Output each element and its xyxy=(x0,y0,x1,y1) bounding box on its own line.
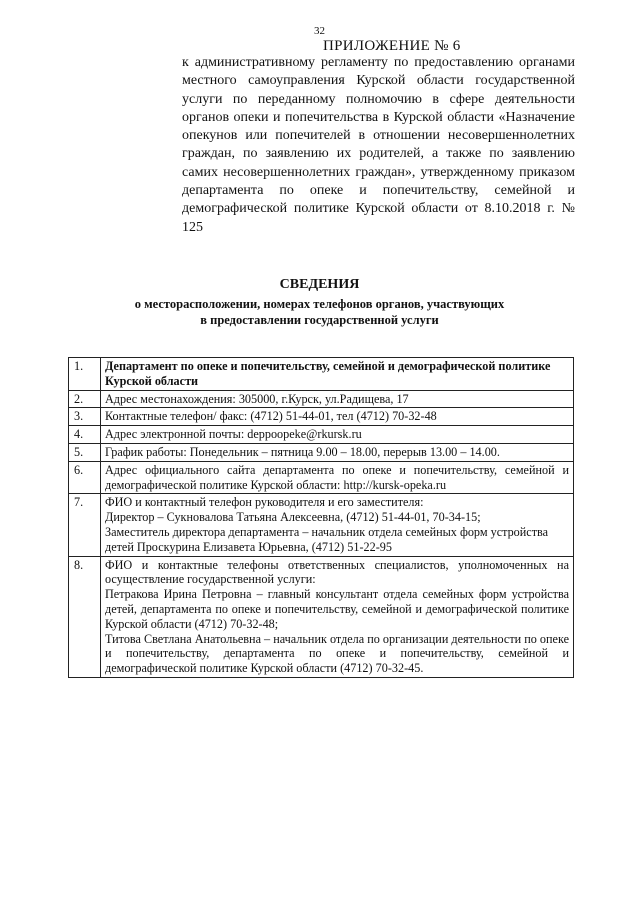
table-row-department xyxy=(69,358,574,391)
contact-phones: Контактные телефон/ факс: (4712) 51-44-01, тел (4712) 70-32-48 xyxy=(101,408,574,426)
work-schedule: График работы: Понедельник – пятница 9.00 – 18.00, перерыв 13.00 – 14.00. xyxy=(101,443,574,461)
row-number: 5. xyxy=(69,443,101,461)
row-number: 6. xyxy=(69,461,101,494)
specialists-title: ФИО и контактные телефоны ответственных специалистов, уполномоченных на осуществление государственной услуги: xyxy=(105,557,569,587)
director-contact: Директор – Сукновалова Татьяна Алексеевна, (4712) 51-44-01, 70-34-15; xyxy=(105,510,481,525)
specialist-petrakova: Петракова Ирина Петровна – главный консультант отдела семейных форм устройства детей, департамента по опеке и попечительству, семейной и демографической политике Курской области (4712) 70-32-48; xyxy=(105,587,569,631)
row-number: 7. xyxy=(69,494,101,556)
specialists-contacts xyxy=(101,556,574,677)
table-row-schedule xyxy=(69,443,574,461)
page-number: 32 xyxy=(314,25,325,37)
table-row-phones xyxy=(69,408,574,426)
document-subtitle xyxy=(0,296,639,328)
table-row-specialists xyxy=(69,556,574,677)
row-number: 2. xyxy=(69,390,101,408)
table-row-address xyxy=(69,390,574,408)
table-row-heads xyxy=(69,494,574,556)
subtitle-line-2: в предоставлении государственной услуги xyxy=(200,313,439,327)
info-table xyxy=(68,357,574,678)
specialist-titova: Титова Светлана Анатольевна – начальник отдела по организации деятельности по опеке и попечительству, департамента по опеке и попечительству, семейной и демографической политике Курской области (4712) 70-32-45. xyxy=(105,631,569,676)
heads-contacts xyxy=(101,494,574,556)
row-number: 4. xyxy=(69,426,101,444)
email-address: Адрес электронной почты: deppoopeke@rkursk.ru xyxy=(101,426,574,444)
document-heading: СВЕДЕНИЯ xyxy=(279,277,360,292)
deputy-director-contact: Заместитель директора департамента – начальник отдела семейных форм устройства детей Проскурина Елизавета Юрьевна, (4712) 51-22-95 xyxy=(105,524,549,554)
table-row-website xyxy=(69,461,574,494)
heads-title: ФИО и контактный телефон руководителя и его заместителя: xyxy=(105,495,424,510)
preamble-text: к административному регламенту по предоставлению органами местного самоуправления Курской области государственной услуги по переданному полномочию в сфере деятельности органов опеки и попечительства в Курской области «Назначение опекунов или попечителей в отношении несовершеннолетних граждан, по заявлению их родителей, а также по заявлению самих несовершеннолетних граждан», утвержденному приказом департамента по опеке и попечительству, семейной и демографической политике Курской области от 8.10.2018 г. № 125 xyxy=(182,55,575,235)
address: Адрес местонахождения: 305000, г.Курск, ул.Радищева, 17 xyxy=(101,390,574,408)
row-number: 1. xyxy=(69,358,101,391)
department-name: Департамент по опеке и попечительству, семейной и демографической политике Курской области xyxy=(101,358,574,391)
row-number: 3. xyxy=(69,408,101,426)
table-row-email xyxy=(69,426,574,444)
official-website: Адрес официального сайта департамента по опеке и попечительству, семейной и демографической политике Курской области: http://kursk-opeka.ru xyxy=(101,461,574,494)
row-number: 8. xyxy=(69,556,101,677)
subtitle-line-1: о месторасположении, номерах телефонов органов, участвующих xyxy=(134,297,505,311)
appendix-title: ПРИЛОЖЕНИЕ № 6 xyxy=(323,38,461,54)
